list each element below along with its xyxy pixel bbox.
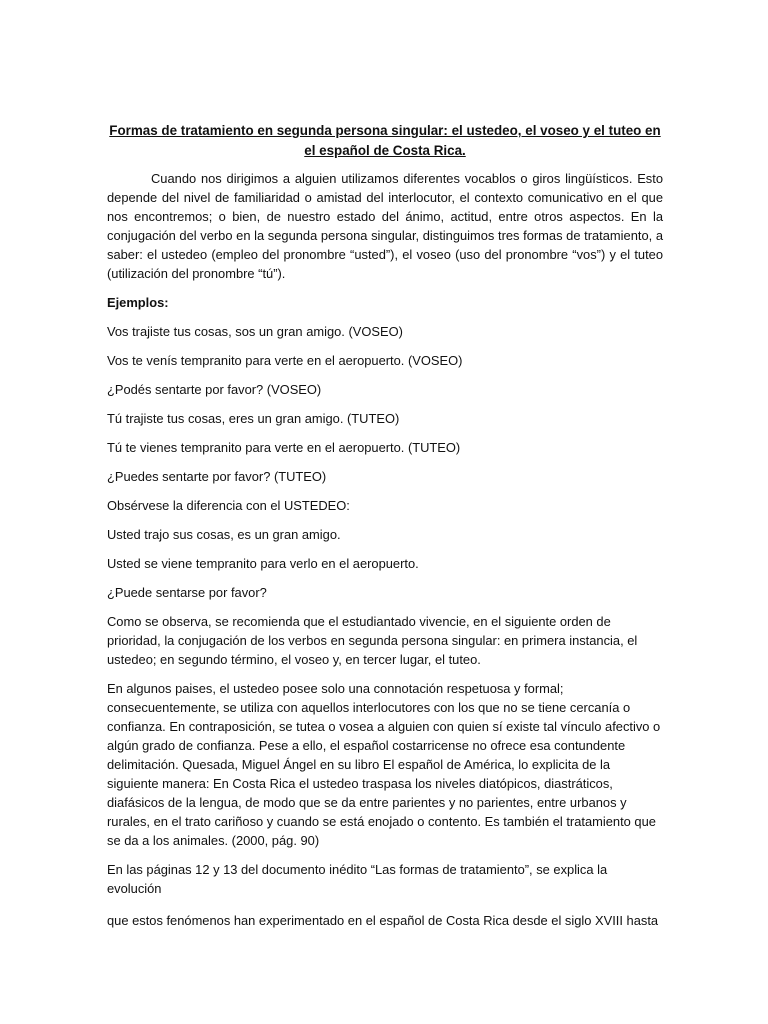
pages-paragraph: En las páginas 12 y 13 del documento inédito “Las formas de tratamiento”, se explica la evolución	[107, 862, 608, 896]
evolution-paragraph: que estos fenómenos han experimentado en el español de Costa Rica desde el siglo XVIII hasta	[107, 913, 659, 928]
example-line: Usted trajo sus cosas, es un gran amigo.	[107, 527, 341, 542]
example-line: Tú trajiste tus cosas, eres un gran amigo. (TUTEO)	[107, 411, 400, 426]
intro-paragraph: Cuando nos dirigimos a alguien utilizamos diferentes vocablos o giros lingüísticos. Esto depende del nivel de familiaridad o amistad del interlocutor, el contexto comunicativo en el que nos encontremos; o bien, de nuestro estado del ánimo, actitud, entre otros aspectos. En la conjugación del verbo en la segunda persona singular, distinguimos tres formas de tratamiento, a saber: el ustedeo (empleo del pronombre “usted”), el voseo (uso del pronombre “vos”) y el tuteo (utilización del pronombre “tú”).	[107, 171, 663, 281]
example-line: Usted se viene tempranito para verlo en el aeropuerto.	[107, 556, 419, 571]
document-page	[107, 121, 663, 943]
example-line: ¿Puedes sentarte por favor? (TUTEO)	[107, 469, 327, 484]
example-line: Vos trajiste tus cosas, sos un gran amigo. (VOSEO)	[107, 324, 403, 339]
recommendation-paragraph: Como se observa, se recomienda que el estudiantado vivencie, en el siguiente orden de prioridad, la conjugación de los verbos en segunda persona singular: en primera instancia, el ustedeo; en segundo término, el voseo y, en tercer lugar, el tuteo.	[107, 614, 638, 667]
example-line: Tú te vienes tempranito para verte en el aeropuerto. (TUTEO)	[107, 440, 461, 455]
examples-heading: Ejemplos:	[107, 295, 169, 310]
example-line: Vos te venís tempranito para verte en el aeropuerto. (VOSEO)	[107, 353, 463, 368]
example-line: ¿Puede sentarse por favor?	[107, 585, 267, 600]
example-line: ¿Podés sentarte por favor? (VOSEO)	[107, 382, 322, 397]
document-title: Formas de tratamiento en segunda persona singular: el ustedeo, el voseo y el tuteo en el español de Costa Rica.	[109, 123, 661, 158]
example-line: Obsérvese la diferencia con el USTEDEO:	[107, 498, 350, 513]
countries-paragraph: En algunos paises, el ustedeo posee solo una connotación respetuosa y formal; consecuentemente, se utiliza con aquellos interlocutores con los que no se tiene cercanía o confianza. En contraposición, se tutea o vosea a alguien con quien sí existe tal vínculo afectivo o algún grado de confianza. Pese a ello, el español costarricense no ofrece esa contundente delimitación. Quesada, Miguel Ángel en su libro El español de América, lo explicita de la siguiente manera: En Costa Rica el ustedeo traspasa los niveles diatópicos, diastráticos, diafásicos de la lengua, de modo que se da entre parientes y no parientes, entre urbanos y rurales, en el trato cariñoso y cuando se está enojado o contento. Es también el tratamiento que se da a los animales. (2000, pág. 90)	[107, 681, 661, 848]
